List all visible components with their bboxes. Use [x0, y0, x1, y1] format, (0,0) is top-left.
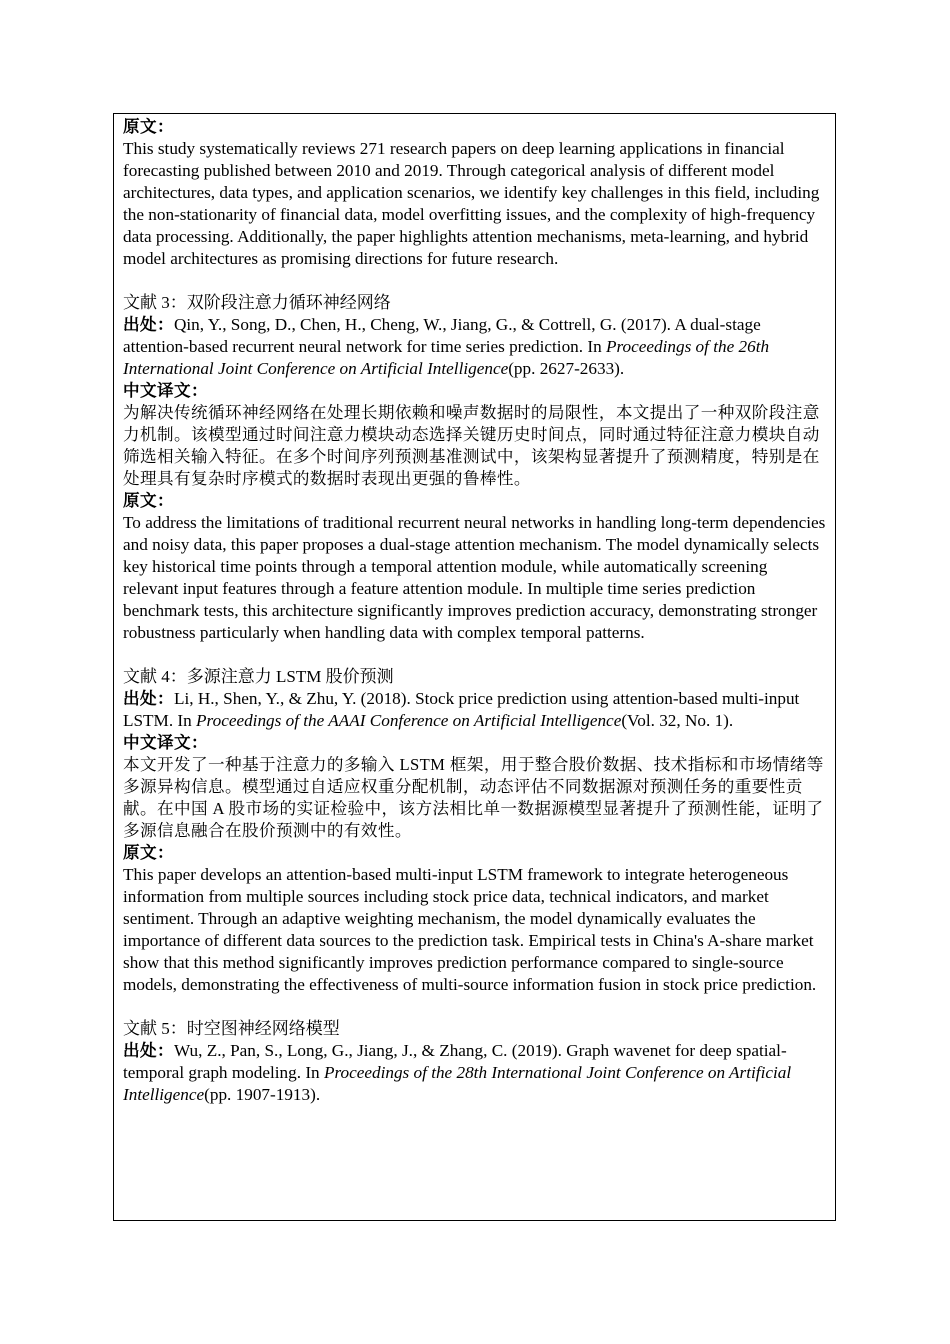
source-citation [123, 314, 826, 380]
original-text: This paper develops an attention-based multi-input LSTM framework to integrate heterogeneous information from multiple sources including stock price data, technical indicators, and market sentiment. Through an adaptive weighting mechanism, the model dynamically evaluates the importance of different data sources to the prediction task. Empirical tests in China's A-share market show that this method significantly improves prediction performance compared to single-source models, demonstrating the effectiveness of multi-source information fusion in stock price prediction. [123, 865, 817, 994]
citation-pages: (pp. 2627-2633). [508, 359, 625, 378]
citation-text: Qin, Y., Song, D., Chen, H., Cheng, W., Jiang, G., & Cottrell, G. (2017). A dual-stage attention-based recurrent neural network for time series prediction. In [123, 315, 761, 356]
original-text: This study systematically reviews 271 research papers on deep learning applications in financial forecasting published between 2010 and 2019. Through categorical analysis of different model architectures, data types, and application scenarios, we identify key challenges in this field, including the non-stationarity of financial data, model overfitting issues, and the complexity of high-frequency data processing. Additionally, the paper highlights attention mechanisms, meta-learning, and hybrid model architectures as promising directions for future research. [123, 139, 820, 268]
citation-venue: Proceedings of the AAAI Conference on Artificial Intelligence [196, 711, 622, 730]
entry-heading: 文献 4：多源注意力 LSTM 股价预测 [123, 667, 394, 686]
source-label: 出处： [123, 315, 174, 334]
source-label: 出处： [123, 689, 174, 708]
source-citation [123, 1040, 826, 1106]
spacer [123, 996, 826, 1018]
spacer [123, 644, 826, 666]
citation-volume: (Vol. 32, No. 1). [621, 711, 734, 730]
translation-text: 为解决传统循环神经网络在处理长期依赖和噪声数据时的局限性，本文提出了一种双阶段注意力机制。该模型通过时间注意力模块动态选择关键历史时间点，同时通过特征注意力模块自动筛选相关输入特征。在多个时间序列预测基准测试中，该架构显著提升了预测精度，特别是在处理具有复杂时序模式的数据时表现出更强的鲁棒性。 [123, 403, 820, 488]
citation-venue: Proceedings of the 26th International Joint Conference on Artificial Intelligence [123, 337, 770, 378]
translation-text: 本文开发了一种基于注意力的多输入 LSTM 框架，用于整合股价数据、技术指标和市场情绪等多源异构信息。模型通过自适应权重分配机制，动态评估不同数据源对预测任务的重要性贡献。在中国 A 股市场的实证检验中，该方法相比单一数据源模型显著提升了预测性能，证明了多源信息融合在股价预测中的有效性。 [123, 755, 824, 840]
document-table-cell [113, 113, 836, 1221]
original-text: To address the limitations of traditional recurrent neural networks in handling long-term dependencies and noisy data, this paper proposes a dual-stage attention mechanism. The model dynamically selects key historical time points through a temporal attention module, while automatically screening relevant input features through a feature attention module. In multiple time series prediction benchmark tests, this architecture significantly improves prediction accuracy, demonstrating stronger robustness particularly when handling data with complex temporal patterns. [123, 513, 826, 642]
original-label: 原文： [123, 117, 174, 136]
entry-heading: 文献 5：时空图神经网络模型 [123, 1019, 340, 1038]
spacer [123, 270, 826, 292]
translation-label: 中文译文： [123, 381, 208, 400]
original-label: 原文： [123, 843, 174, 862]
entry-heading: 文献 3：双阶段注意力循环神经网络 [123, 293, 391, 312]
translation-label: 中文译文： [123, 733, 208, 752]
source-citation [123, 688, 826, 732]
citation-text: Li, H., Shen, Y., & Zhu, Y. (2018). Stock price prediction using attention-based multi-input LSTM. In [123, 689, 800, 730]
citation-venue: Proceedings of the 28th International Joint Conference on Artificial Intelligence [123, 1063, 792, 1104]
citation-pages: (pp. 1907-1913). [204, 1085, 321, 1104]
original-label: 原文： [123, 491, 174, 510]
source-label: 出处： [123, 1041, 174, 1060]
citation-text: Wu, Z., Pan, S., Long, G., Jiang, J., & Zhang, C. (2019). Graph wavenet for deep spatial-temporal graph modeling. In [123, 1041, 787, 1082]
